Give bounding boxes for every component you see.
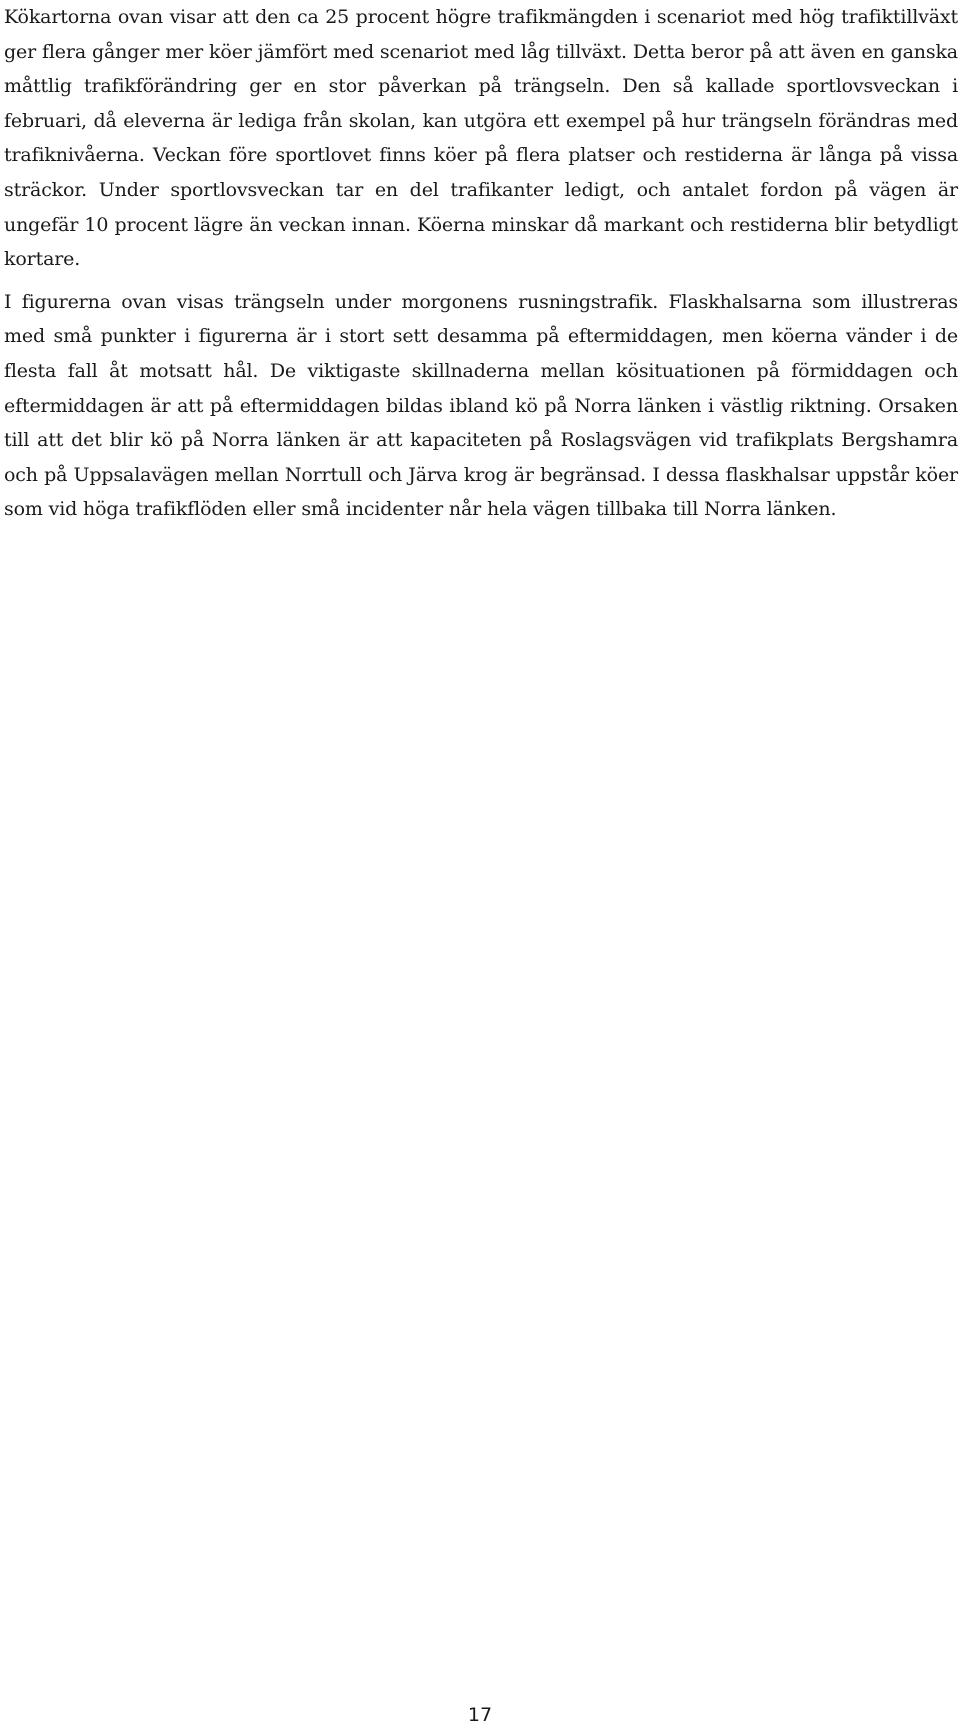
page-number: 17 [467,1704,493,1726]
document-page [4,0,958,527]
body-paragraph: I figurerna ovan visas trängseln under morgonens rusningstrafik. Flaskhalsarna som illustreras med små punkter i figurerna är i stort sett desamma på eftermiddagen, men köerna vänder i de flesta fall åt motsatt hål. De viktigaste skillnaderna mellan kösituationen på förmiddagen och eftermiddagen är att på eftermiddagen bildas ibland kö på Norra länken i västlig riktning. Orsaken till att det blir kö på Norra länken är att kapaciteten på Roslagsvägen vid trafikplats Bergshamra och på Uppsalavägen mellan Norrtull och Järva krog är begränsad. I dessa flaskhalsar uppstår köer som vid höga trafikflöden eller små incidenter når hela vägen tillbaka till Norra länken. [4,290,958,521]
body-paragraph: Kökartorna ovan visar att den ca 25 procent högre trafikmängden i scenariot med hög trafiktillväxt ger flera gånger mer köer jämfört med scenariot med låg tillväxt. Detta beror på att även en ganska måttlig trafikförändring ger en stor påverkan på trängseln. Den så kallade sportlovsveckan i februari, då eleverna är lediga från skolan, kan utgöra ett exempel på hur trängseln förändras med trafiknivåerna. Veckan före sportlovet finns köer på flera platser och restiderna är långa på vissa sträckor. Under sportlovsveckan tar en del trafikanter ledigt, och antalet fordon på vägen är ungefär 10 procent lägre än veckan innan. Köerna minskar då markant och restiderna blir betydligt kortare. [4,6,958,271]
